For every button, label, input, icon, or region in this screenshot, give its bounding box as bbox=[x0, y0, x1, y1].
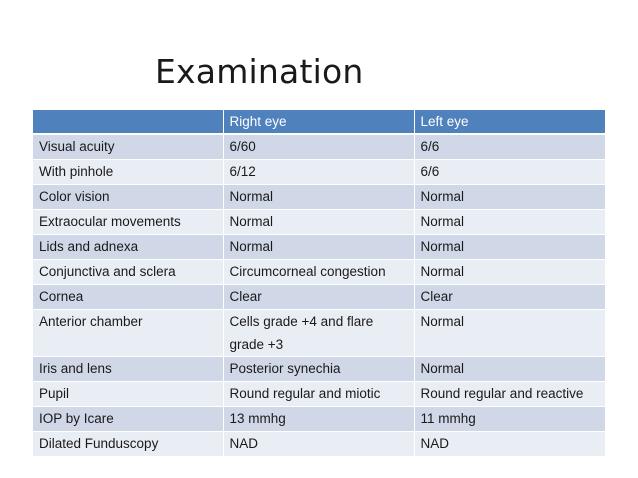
table-row bbox=[33, 210, 605, 235]
table-row bbox=[33, 382, 605, 407]
row-label: Conjunctiva and sclera bbox=[33, 260, 223, 285]
table-row bbox=[33, 185, 605, 210]
left-eye-value: Normal bbox=[414, 210, 605, 235]
header-cell-left-eye: Left eye bbox=[414, 110, 605, 134]
table-row bbox=[33, 260, 605, 285]
row-label: Iris and lens bbox=[33, 357, 223, 382]
left-eye-value: 6/6 bbox=[414, 160, 605, 185]
table-row bbox=[33, 432, 605, 457]
left-eye-value: 6/6 bbox=[414, 134, 605, 160]
header-cell-label bbox=[33, 110, 223, 134]
left-eye-value: NAD bbox=[414, 432, 605, 457]
right-eye-value: Circumcorneal congestion bbox=[223, 260, 414, 285]
table-row bbox=[33, 235, 605, 260]
right-eye-value: 13 mmhg bbox=[223, 407, 414, 432]
left-eye-value: Normal bbox=[414, 235, 605, 260]
right-eye-value: Clear bbox=[223, 285, 414, 310]
right-eye-value: Normal bbox=[223, 185, 414, 210]
right-eye-value: 6/60 bbox=[223, 134, 414, 160]
table-row bbox=[33, 285, 605, 310]
left-eye-value: 11 mmhg bbox=[414, 407, 605, 432]
left-eye-value: Clear bbox=[414, 285, 605, 310]
left-eye-value: Round regular and reactive bbox=[414, 382, 605, 407]
left-eye-value: Normal bbox=[414, 310, 605, 357]
table-row bbox=[33, 134, 605, 160]
row-label: With pinhole bbox=[33, 160, 223, 185]
right-eye-value: Normal bbox=[223, 210, 414, 235]
header-cell-right-eye: Right eye bbox=[223, 110, 414, 134]
row-label: Visual acuity bbox=[33, 134, 223, 160]
row-label: IOP by Icare bbox=[33, 407, 223, 432]
row-label: Pupil bbox=[33, 382, 223, 407]
table-header-row bbox=[33, 110, 605, 134]
table-row bbox=[33, 310, 605, 357]
row-label: Lids and adnexa bbox=[33, 235, 223, 260]
row-label: Anterior chamber bbox=[33, 310, 223, 357]
row-label: Cornea bbox=[33, 285, 223, 310]
page-title: Examination bbox=[155, 52, 364, 91]
table-row bbox=[33, 357, 605, 382]
examination-table bbox=[33, 110, 606, 457]
row-label: Extraocular movements bbox=[33, 210, 223, 235]
table-row bbox=[33, 160, 605, 185]
left-eye-value: Normal bbox=[414, 185, 605, 210]
right-eye-value: NAD bbox=[223, 432, 414, 457]
row-label: Dilated Funduscopy bbox=[33, 432, 223, 457]
right-eye-value: Cells grade +4 and flare grade +3 bbox=[223, 310, 414, 357]
right-eye-value: 6/12 bbox=[223, 160, 414, 185]
left-eye-value: Normal bbox=[414, 260, 605, 285]
table-row bbox=[33, 407, 605, 432]
left-eye-value: Normal bbox=[414, 357, 605, 382]
right-eye-value: Round regular and miotic bbox=[223, 382, 414, 407]
right-eye-value: Normal bbox=[223, 235, 414, 260]
right-eye-value: Posterior synechia bbox=[223, 357, 414, 382]
row-label: Color vision bbox=[33, 185, 223, 210]
